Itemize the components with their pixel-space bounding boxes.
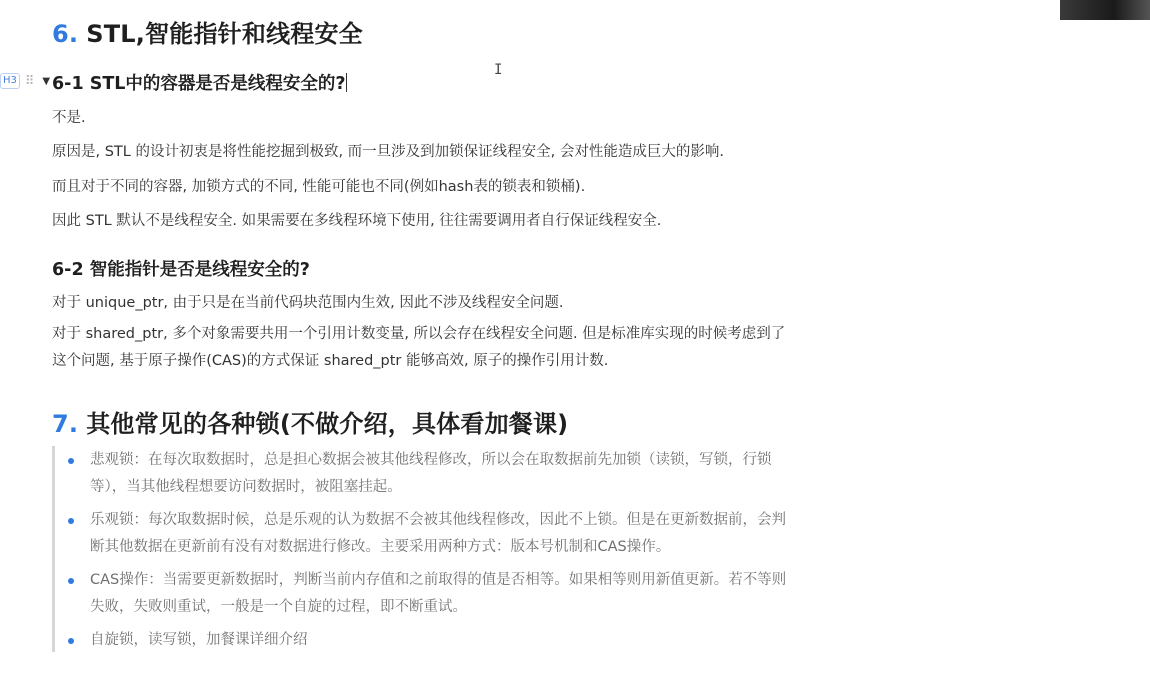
bullet-dot [68, 518, 74, 524]
section-7-title: 其他常见的各种锁(不做介绍，具体看加餐课) [86, 410, 569, 438]
mouse-cursor-icon: I [494, 62, 503, 78]
drag-handle-icon[interactable]: ⠿ [24, 73, 35, 89]
section-6-number: 6. [52, 20, 79, 48]
bullet-dot [68, 578, 74, 584]
webcam-overlay [1060, 0, 1150, 20]
text-caret [346, 73, 347, 92]
paragraph-6-1-d: 因此 STL 默认不是线程安全. 如果需要在多线程环境下使用, 往往需要调用者自行保证线程安全. [52, 213, 662, 229]
lock-item-line: CAS操作：当需要更新数据时，判断当前内存值和之前取得的值是否相等。如果相等则用新值更新。若不等则 [90, 572, 787, 588]
section-6-title: STL,智能指针和线程安全 [86, 20, 363, 48]
heading-6-1-text: 6-1 STL中的容器是否是线程安全的? [52, 74, 346, 94]
lock-item-pessimistic [90, 447, 772, 501]
lock-item-optimistic [90, 507, 786, 561]
paragraph-6-2-b [52, 321, 785, 375]
lock-item-line: 等），当其他线程想要访问数据时，被阻塞挂起。 [90, 479, 402, 495]
paragraph-6-2-b-line1: 对于 shared_ptr, 多个对象需要共用一个引用计数变量, 所以会存在线程安全问题. 但是标准库实现的时候考虑到了 [52, 326, 786, 342]
paragraph-6-2-a: 对于 unique_ptr, 由于只是在当前代码块范围内生效, 因此不涉及线程安全问题. [52, 295, 564, 311]
lock-item-spin [90, 627, 308, 654]
heading-6-1[interactable] [52, 70, 347, 95]
paragraph-6-1-b: 原因是, STL 的设计初衷是将性能挖掘到极致, 而一旦涉及到加锁保证线程安全, 会对性能造成巨大的影响. [52, 144, 725, 160]
bullet-dot [68, 638, 74, 644]
heading-6-2[interactable] [52, 256, 310, 281]
section-6-heading [52, 14, 363, 49]
paragraph-6-1-a: 不是. [52, 110, 86, 126]
lock-item-line: 悲观锁：在每次取数据时，总是担心数据会被其他线程修改，所以会在取数据前先加锁（读锁，写锁，行锁 [90, 452, 772, 468]
section-7-heading [52, 404, 568, 439]
heading-level-badge[interactable]: H3 [0, 73, 20, 89]
bullet-dot [68, 458, 74, 464]
collapse-toggle-icon[interactable]: ▼ [42, 75, 51, 87]
paragraph-6-2-b-line2: 这个问题, 基于原子操作(CAS)的方式保证 shared_ptr 能够高效, 原子的操作引用计数. [52, 353, 609, 369]
lock-item-cas [90, 567, 786, 621]
heading-gutter [0, 70, 50, 92]
lock-item-line: 自旋锁，读写锁，加餐课详细介绍 [90, 632, 308, 648]
lock-item-line: 失败，失败则重试，一般是一个自旋的过程，即不断重试。 [90, 599, 467, 615]
lock-item-line: 乐观锁：每次取数据时候，总是乐观的认为数据不会被其他线程修改，因此不上锁。但是在更新数据前，会判 [90, 512, 786, 528]
heading-6-2-text: 6-2 智能指针是否是线程安全的? [52, 260, 310, 280]
lock-item-line: 断其他数据在更新前有没有对数据进行修改。主要采用两种方式：版本号机制和CAS操作。 [90, 539, 671, 555]
section-7-number: 7. [52, 410, 79, 438]
paragraph-6-1-c: 而且对于不同的容器, 加锁方式的不同, 性能可能也不同(例如hash表的锁表和锁桶). [52, 179, 586, 195]
